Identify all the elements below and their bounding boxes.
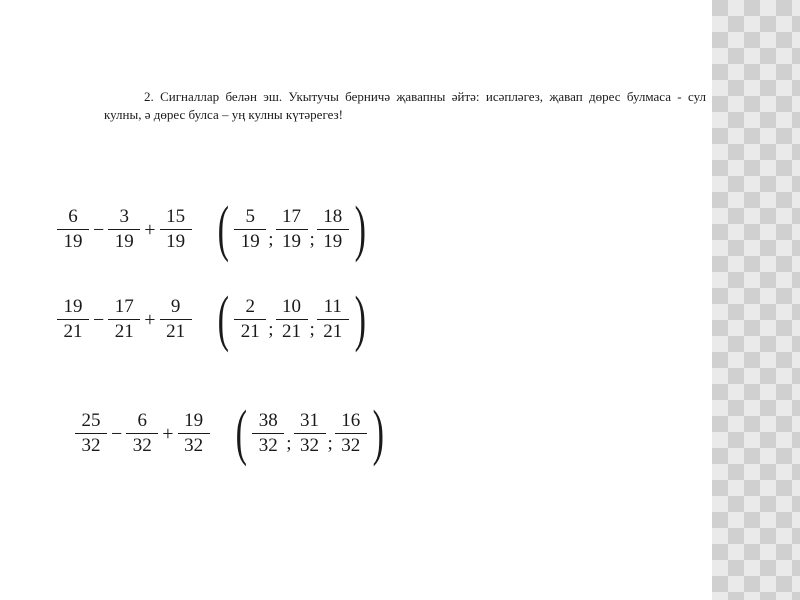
denominator: 32	[75, 433, 107, 456]
fraction	[126, 411, 158, 456]
numerator: 31	[300, 409, 319, 431]
numerator: 9	[170, 295, 181, 317]
fraction	[276, 207, 308, 252]
denominator: 32	[335, 433, 367, 456]
instruction-text	[104, 88, 706, 124]
fraction	[108, 297, 140, 342]
numerator: 10	[282, 295, 301, 317]
fraction	[317, 207, 349, 252]
fraction	[75, 411, 107, 456]
denominator: 19	[108, 229, 140, 252]
numerator: 6	[137, 409, 148, 431]
separator: ;	[268, 229, 274, 250]
denominator: 32	[294, 433, 326, 456]
decorative-side-pattern	[712, 0, 800, 600]
fraction	[276, 297, 308, 342]
operator: +	[144, 219, 156, 241]
fraction	[108, 207, 140, 252]
denominator: 32	[178, 433, 210, 456]
numerator: 15	[166, 205, 186, 227]
operator: −	[111, 423, 123, 445]
denominator: 32	[126, 433, 158, 456]
denominator: 21	[57, 319, 89, 342]
fraction	[57, 207, 89, 252]
separator: ;	[309, 319, 315, 340]
fraction	[252, 411, 284, 456]
numerator: 25	[81, 409, 101, 431]
fraction	[234, 297, 266, 342]
separator: ;	[286, 433, 292, 454]
exercise-3	[74, 399, 388, 467]
fraction	[294, 411, 326, 456]
numerator: 38	[258, 409, 278, 431]
fraction	[160, 297, 192, 342]
open-paren: (	[217, 195, 229, 263]
operator: −	[93, 309, 105, 331]
numerator: 19	[184, 409, 204, 431]
denominator: 21	[317, 319, 349, 342]
close-paren: )	[354, 285, 366, 353]
operator: −	[93, 219, 105, 241]
exercise-1	[56, 195, 370, 263]
separator: ;	[327, 433, 333, 454]
answer-options	[231, 399, 389, 467]
close-paren: )	[354, 195, 366, 263]
numerator: 17	[114, 295, 134, 317]
numerator: 18	[323, 205, 343, 227]
denominator: 19	[160, 229, 192, 252]
numerator: 19	[63, 295, 83, 317]
denominator: 19	[234, 229, 266, 252]
fraction	[178, 411, 210, 456]
close-paren: )	[372, 399, 384, 467]
operator: +	[144, 309, 156, 331]
fraction	[317, 297, 349, 342]
numerator: 11	[323, 295, 342, 317]
denominator: 19	[57, 229, 89, 252]
answer-options	[213, 195, 371, 263]
denominator: 21	[234, 319, 266, 342]
fraction	[57, 297, 89, 342]
instruction-paragraph: 2. Сигналлар белән эш. Укытучы берничә җавапны әйтә: исәпләгез, җавап дөрес булмаса - сул кулны, ә дөрес булса – уң кулны күтәрегез!	[104, 89, 706, 122]
denominator: 32	[252, 433, 284, 456]
numerator: 5	[245, 205, 255, 227]
separator: ;	[309, 229, 315, 250]
numerator: 3	[119, 205, 130, 227]
fraction	[335, 411, 367, 456]
numerator: 17	[282, 205, 301, 227]
denominator: 19	[317, 229, 349, 252]
separator: ;	[268, 319, 274, 340]
fraction	[234, 207, 266, 252]
denominator: 21	[160, 319, 192, 342]
numerator: 16	[341, 409, 361, 431]
answer-options	[213, 285, 371, 353]
fraction	[160, 207, 192, 252]
denominator: 21	[108, 319, 140, 342]
open-paren: (	[217, 285, 229, 353]
exercise-2	[56, 285, 370, 353]
denominator: 21	[276, 319, 308, 342]
numerator: 6	[68, 205, 78, 227]
operator: +	[162, 423, 174, 445]
open-paren: (	[235, 399, 247, 467]
numerator: 2	[245, 295, 255, 317]
denominator: 19	[276, 229, 308, 252]
